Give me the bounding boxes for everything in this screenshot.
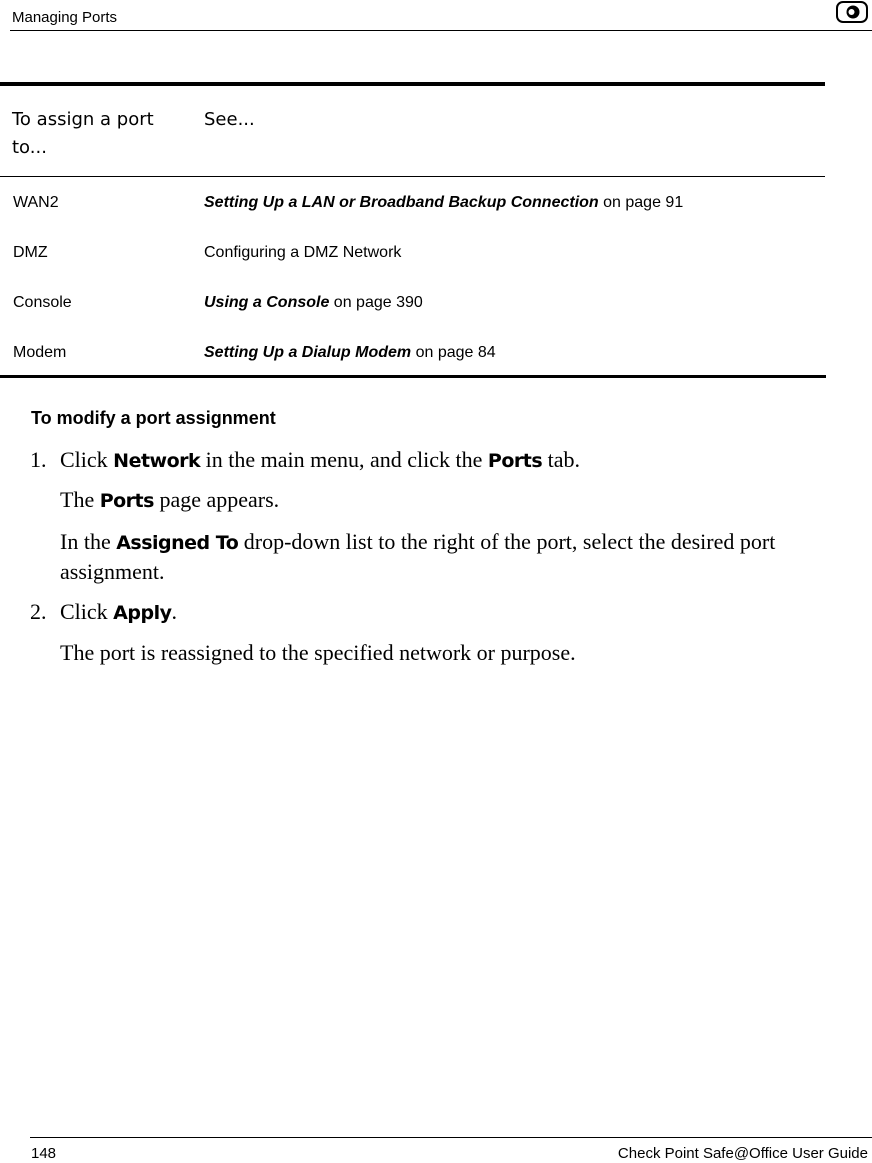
footer-rule — [30, 1137, 872, 1138]
cross-reference-link[interactable]: Using a Console — [204, 294, 330, 311]
ui-term-ports: Ports — [487, 450, 543, 472]
ui-term-assigned-to: Assigned To — [116, 532, 239, 554]
table-row — [0, 241, 825, 265]
ui-term-network: Network — [113, 450, 201, 472]
step-2-result: The port is reassigned to the specified network or purpose. — [60, 640, 576, 665]
procedure-title: To modify a port assignment — [31, 408, 276, 428]
page-ref: on page 390 — [329, 294, 423, 311]
page-ref: on page 84 — [411, 344, 496, 361]
step-2-text: Click Apply. — [60, 599, 177, 624]
table-top-rule — [0, 82, 825, 86]
table-bottom-rule — [0, 375, 826, 378]
see-cell — [204, 241, 401, 265]
port-cell: Modem — [13, 344, 67, 361]
page-ref: on page 91 — [598, 194, 684, 211]
step-number: 2. — [30, 599, 47, 624]
ui-term-apply: Apply — [113, 602, 172, 624]
port-cell: DMZ — [13, 244, 48, 261]
header-rule — [10, 30, 872, 31]
guide-title: Check Point Safe@Office User Guide — [617, 1145, 868, 1162]
ui-term-ports: Ports — [99, 490, 154, 512]
see-cell — [204, 291, 423, 315]
page-ref: Configuring a DMZ Network — [204, 244, 402, 261]
cross-reference-link[interactable]: Setting Up a Dialup Modem — [204, 344, 412, 361]
table-header-see: See... — [204, 109, 255, 130]
table-header-port: To assign a port to... — [12, 109, 154, 158]
table-row — [0, 291, 825, 315]
cross-reference-link[interactable]: Setting Up a LAN or Broadband Backup Connection — [204, 194, 599, 211]
step-1-text: Click Network in the main menu, and click the Ports tab. — [60, 447, 581, 472]
table-row — [0, 341, 825, 365]
table-header-rule — [0, 176, 825, 177]
see-cell — [204, 341, 496, 365]
step-1-result: The Ports page appears. — [60, 487, 280, 512]
step-1-note-cont: assignment. — [60, 559, 165, 584]
running-header: Managing Ports — [12, 9, 118, 26]
table-row — [0, 191, 825, 215]
step-number: 1. — [30, 447, 47, 472]
page-number: 148 — [31, 1145, 57, 1162]
check-point-logo-icon — [836, 1, 868, 23]
port-cell: WAN2 — [13, 194, 59, 211]
see-cell — [204, 191, 683, 215]
port-cell: Console — [13, 294, 72, 311]
step-1-note: In the Assigned To drop-down list to the right of the port, select the desired port — [60, 529, 776, 554]
